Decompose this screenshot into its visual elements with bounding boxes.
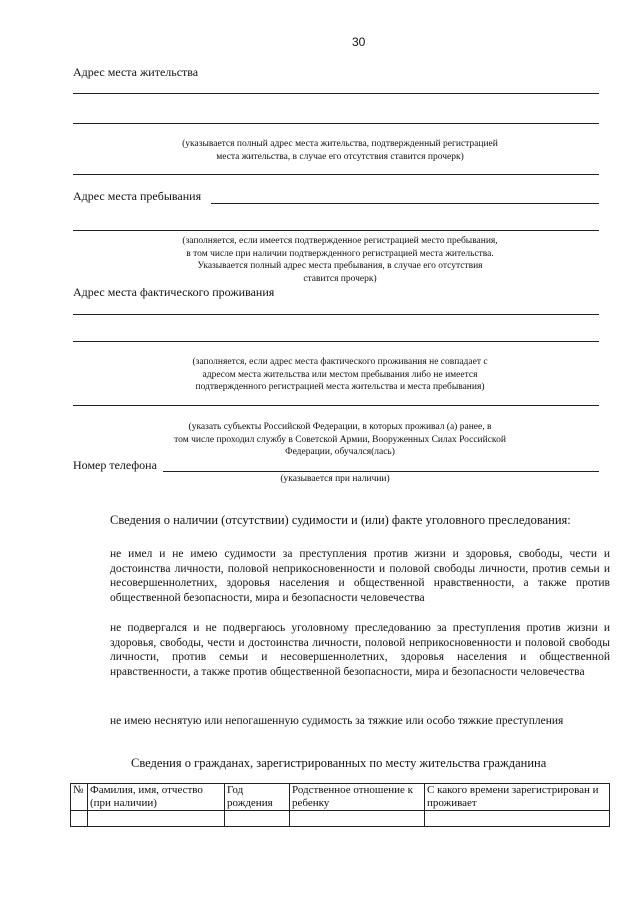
table-cell[interactable] [71,811,88,827]
residence-line-3 [73,174,599,175]
stay-note-line: Указывается полный адрес места пребывания, в случае его отсутствия [197,261,483,271]
residence-note [130,138,550,163]
table-header-row [71,784,610,811]
table-cell[interactable] [225,811,290,827]
column-header-number: № [71,784,88,811]
registered-table [70,783,610,827]
criminal-option-3[interactable]: не имею неснятую или непогашенную судимость за тяжкие или особо тяжкие преступления [110,715,564,727]
phone-line [163,471,599,472]
page-number: 30 [352,35,366,49]
table-row [71,811,610,827]
residence-note-line: (указывается полный адрес места жительства, подтвержденный регистрацией [182,139,498,149]
criminal-option-2[interactable]: не подвергался и не подвергаюсь уголовному преследованию за преступления против жизни и здоровья, свободы, чести и достоинства личности, половой неприкосновенности и половой свободы личности, против семьи и несовершеннолетних, здоровья населения и общественной нравственности, а также против общественной безопасности, мира и безопасности человечества [110,622,610,678]
phone-label: Номер телефона [73,458,157,472]
subjects-note [130,421,550,459]
actual-note-line: адресом места жительства или местом пребывания либо не имеется [202,369,478,380]
stay-label: Адрес места пребывания [73,189,202,203]
stay-line-2 [73,230,599,231]
table-cell[interactable] [425,811,610,827]
residence-line-2 [73,123,599,124]
stay-note-line: (заполняется, если имеется подтвержденное регистрацией место пребывания, [182,236,498,246]
column-header-name: Фамилия, имя, отчество (при наличии) [88,784,225,811]
stay-note-line: ставится прочерк) [303,273,377,284]
registered-heading: Сведения о гражданах, зарегистрированных по месту жительства гражданина [131,756,547,770]
column-header-birth-year: Год рождения [225,784,290,811]
actual-line-2 [73,341,599,342]
residence-line-1 [73,93,599,94]
table-cell[interactable] [290,811,425,827]
column-header-registered-since: С какого времени зарегистрирован и проживает [425,784,610,811]
residence-note-line: места жительства, в случае его отсутствия ставится прочерк) [216,151,464,162]
subjects-line [73,405,599,406]
subjects-note-line: Федерации, обучался(лась) [285,447,395,457]
column-header-relation: Родственное отношение к ребенку [290,784,425,811]
phone-note: (указывается при наличии) [280,474,390,484]
criminal-option-1[interactable]: не имел и не имею судимости за преступления против жизни и здоровья, свободы, чести и достоинства личности, половой неприкосновенности и половой свободы личности, против семьи и несовершеннолетних, здоровья населения и общественной нравственности, а также против общественной безопасности, мира и безопасности человечества [110,548,610,604]
subjects-note-line: (указать субъекты Российской Федерации, в которых проживал (а) ранее, в [188,422,492,432]
stay-note [130,235,550,285]
stay-note-line: в том числе при наличии подтвержденного регистрацией места жительства. [186,248,494,259]
stay-line-1 [211,203,599,204]
criminal-heading: Сведения о наличии (отсутствии) судимости и (или) факте уголовного преследования: [110,513,571,527]
subjects-note-line: том числе проходил службу в Советской Армии, Вооруженных Силах Российской [174,434,506,445]
residence-label: Адрес места жительства [73,65,199,79]
actual-note-line: (заполняется, если адрес места фактического проживания не совпадает с [192,357,488,367]
actual-label: Адрес места фактического проживания [73,285,275,299]
table-cell[interactable] [88,811,225,827]
actual-note [130,356,550,394]
actual-note-line: подтвержденного регистрацией места жительства и места пребывания) [195,382,485,392]
actual-line-1 [73,314,599,315]
